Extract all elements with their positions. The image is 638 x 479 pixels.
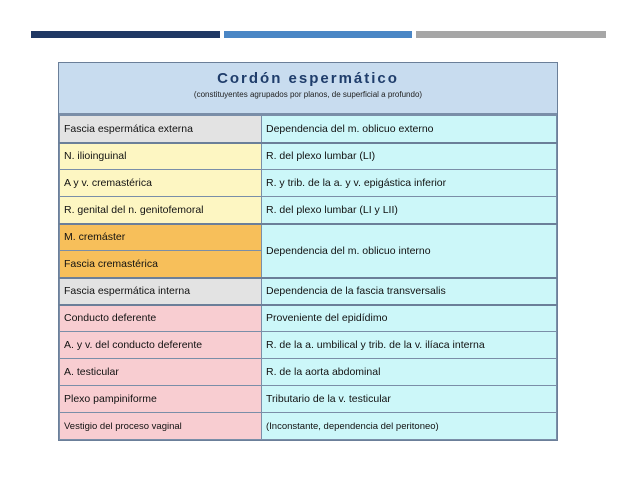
table-row bbox=[60, 143, 557, 170]
table-row bbox=[60, 116, 557, 143]
spermatic-cord-table bbox=[58, 62, 558, 441]
table-row bbox=[60, 224, 557, 251]
decorative-top-bars bbox=[31, 31, 606, 38]
origin-cell: R. de la a. umbilical y trib. de la v. ilíaca interna bbox=[262, 332, 557, 359]
constituent-cell: A. testicular bbox=[60, 359, 262, 386]
origin-cell: (Inconstante, dependencia del peritoneo) bbox=[262, 413, 557, 440]
origin-cell: R. del plexo lumbar (LI) bbox=[262, 143, 557, 170]
constituent-cell: Fascia cremastérica bbox=[60, 251, 262, 278]
constituent-cell: Fascia espermática externa bbox=[60, 116, 262, 143]
constituent-cell: Vestigio del proceso vaginal bbox=[60, 413, 262, 440]
origin-cell: Tributario de la v. testicular bbox=[262, 386, 557, 413]
table-row bbox=[60, 413, 557, 440]
constituent-cell: A y v. cremastérica bbox=[60, 170, 262, 197]
constituent-cell: N. ilioinguinal bbox=[60, 143, 262, 170]
table-row bbox=[60, 278, 557, 305]
top-bar-blue bbox=[224, 31, 412, 38]
origin-cell: R. del plexo lumbar (LI y LII) bbox=[262, 197, 557, 224]
origin-cell: Proveniente del epidídimo bbox=[262, 305, 557, 332]
constituent-cell: A. y v. del conducto deferente bbox=[60, 332, 262, 359]
table-row bbox=[60, 170, 557, 197]
constituent-cell: R. genital del n. genitofemoral bbox=[60, 197, 262, 224]
table-row bbox=[60, 386, 557, 413]
table-subtitle: (constituyentes agrupados por planos, de superficial a profundo) bbox=[193, 90, 423, 99]
origin-cell: R. y trib. de la a. y v. epigástica inferior bbox=[262, 170, 557, 197]
table-row bbox=[60, 197, 557, 224]
table-title: Cordón espermático bbox=[217, 70, 399, 87]
top-bar-navy bbox=[31, 31, 220, 38]
constituent-cell: Fascia espermática interna bbox=[60, 278, 262, 305]
origin-cell: R. de la aorta abdominal bbox=[262, 359, 557, 386]
constituents-table bbox=[59, 115, 557, 440]
table-row bbox=[60, 332, 557, 359]
origin-cell: Dependencia del m. oblicuo interno bbox=[262, 224, 557, 278]
origin-cell: Dependencia del m. oblicuo externo bbox=[262, 116, 557, 143]
table-row bbox=[60, 359, 557, 386]
constituent-cell: M. cremáster bbox=[60, 224, 262, 251]
origin-cell: Dependencia de la fascia transversalis bbox=[262, 278, 557, 305]
top-bar-gray bbox=[416, 31, 606, 38]
table-row bbox=[60, 305, 557, 332]
table-header bbox=[59, 63, 557, 115]
constituent-cell: Conducto deferente bbox=[60, 305, 262, 332]
constituent-cell: Plexo pampiniforme bbox=[60, 386, 262, 413]
